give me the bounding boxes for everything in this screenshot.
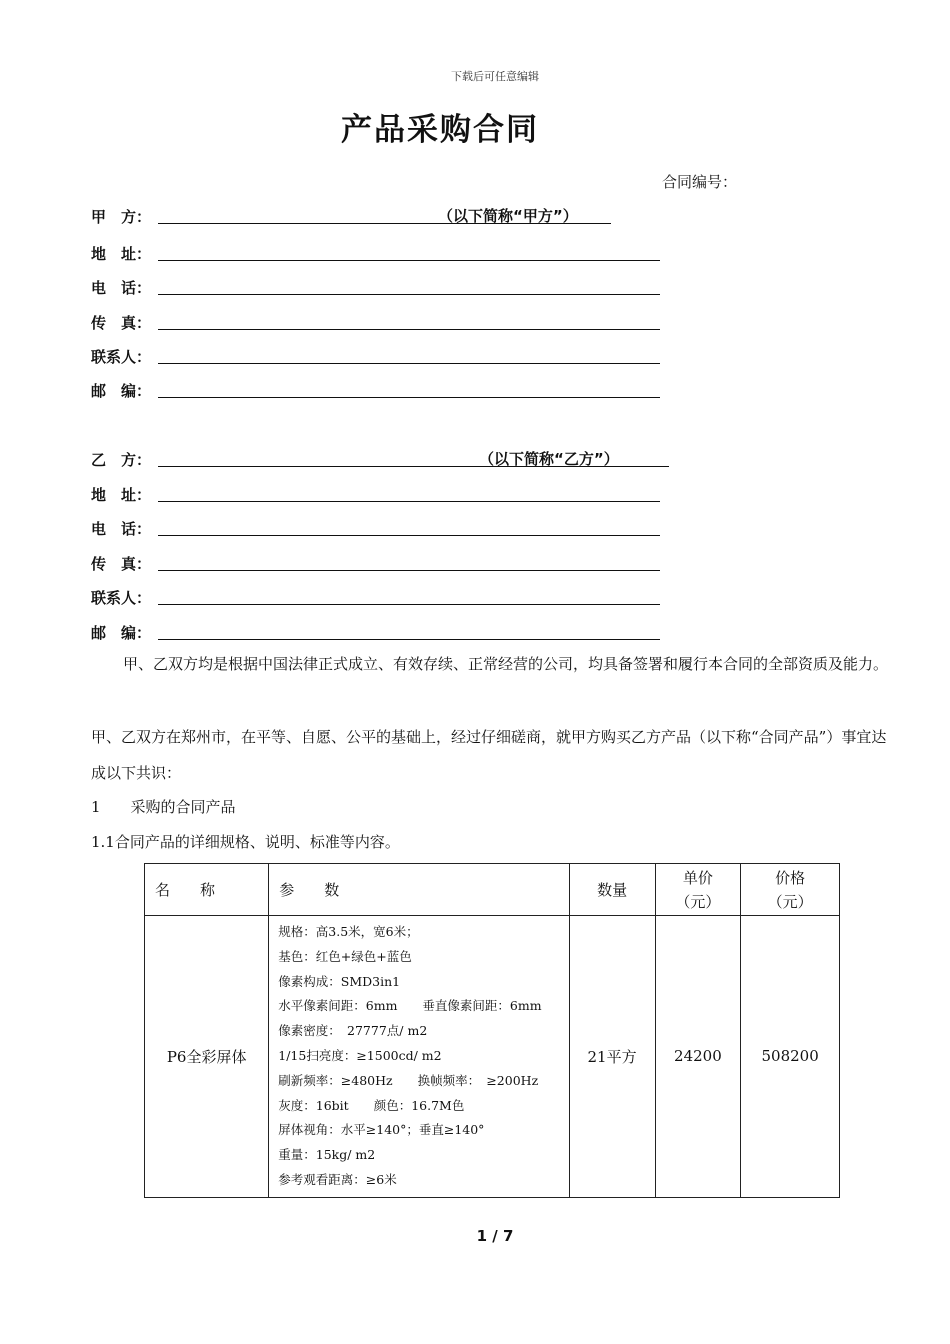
- party-a-contact-field[interactable]: [91, 343, 671, 367]
- party-a-postcode-line: [158, 397, 660, 398]
- header-params: 参 数: [269, 864, 569, 916]
- header-unit-price-line1: 单价: [682, 868, 713, 887]
- party-b-contact-label: 联系人：: [91, 589, 152, 607]
- party-b-postcode-label: 邮 编：: [91, 624, 152, 642]
- party-a-contact-label: 联系人：: [91, 348, 152, 366]
- party-b-phone-label: 电 话：: [91, 520, 152, 538]
- party-a-address-label: 地 址：: [91, 245, 152, 263]
- party-b-contact-field[interactable]: [91, 584, 671, 608]
- cell-unit-price: 24200: [655, 916, 741, 1198]
- param-line: 规格：高3.5米，宽6米；: [278, 924, 419, 939]
- table-row: [145, 916, 840, 1198]
- party-b-label: 乙 方：: [91, 451, 152, 469]
- party-b-fax-field[interactable]: [91, 550, 671, 574]
- party-b-address-line: [158, 501, 660, 502]
- param-line: 像素构成：SMD3in1: [278, 973, 401, 989]
- cell-quantity: 21平方: [569, 916, 655, 1198]
- party-b-fax-line: [158, 570, 660, 571]
- cell-product-name: P6全彩屏体: [145, 916, 269, 1198]
- product-table: [144, 863, 840, 1198]
- param-line: 参考观看距离：≥6米: [278, 1171, 397, 1187]
- party-b-contact-line: [158, 604, 660, 605]
- header-price: [741, 864, 840, 916]
- party-a-note: （以下简称“甲方”）: [438, 207, 578, 225]
- party-b-field[interactable]: [91, 446, 671, 470]
- param-line: 基色：红色+绿色+蓝色: [278, 948, 412, 964]
- party-a-phone-line: [158, 294, 660, 295]
- param-line: 刷新频率：≥480Hz 换帧频率： ≥200Hz: [278, 1072, 539, 1088]
- party-b-fax-label: 传 真：: [91, 555, 152, 573]
- party-a-contact-line: [158, 363, 660, 364]
- party-a-fax-label: 传 真：: [91, 314, 152, 332]
- party-a-address-line: [158, 260, 660, 261]
- paragraph-agreement: 甲、乙双方在郑州市，在平等、自愿、公平的基础上，经过仔细磋商，就甲方购买乙方产品（以下称“合同产品”）事宜达成以下共识：: [91, 728, 887, 782]
- party-a-fax-field[interactable]: [91, 309, 671, 333]
- page-number: 1 / 7: [476, 1227, 514, 1245]
- party-a-phone-field[interactable]: [91, 274, 671, 298]
- party-b-phone-field[interactable]: [91, 515, 671, 539]
- header-quantity: 数量: [569, 864, 655, 916]
- param-line: 重量：15kg/ m2: [278, 1147, 376, 1163]
- cell-price: 508200: [741, 916, 840, 1198]
- party-b-postcode-line: [158, 639, 660, 640]
- party-b-postcode-field[interactable]: [91, 619, 671, 643]
- party-b-phone-line: [158, 535, 660, 536]
- param-line: 像素密度： 27777点/ m2: [278, 1023, 428, 1039]
- header-unit-price-line2: （元）: [675, 892, 721, 911]
- section-heading-1: 1 采购的合同产品: [91, 798, 236, 816]
- party-a-postcode-label: 邮 编：: [91, 382, 152, 400]
- header-unit-price: [655, 864, 741, 916]
- table-header-row: [145, 864, 840, 916]
- cell-product-params: [269, 916, 569, 1198]
- param-line: 水平像素间距：6mm 垂直像素间距：6mm: [278, 998, 542, 1014]
- header-price-line1: 价格: [775, 868, 806, 887]
- param-line: 1/15扫亮度：≥1500cd/ m2: [278, 1047, 442, 1063]
- paragraph-qualification: 甲、乙双方均是根据中国法律正式成立、有效存续、正常经营的公司，均具备签署和履行本合同的全部资质及能力。: [123, 655, 889, 673]
- page-title: 产品采购合同: [341, 112, 539, 148]
- party-a-label: 甲 方：: [91, 208, 152, 226]
- party-a-field[interactable]: [91, 203, 671, 227]
- party-a-fax-line: [158, 329, 660, 330]
- party-a-phone-label: 电 话：: [91, 279, 152, 297]
- contract-number-label: 合同编号：: [662, 173, 738, 191]
- party-a-postcode-field[interactable]: [91, 377, 671, 401]
- party-b-address-label: 地 址：: [91, 486, 152, 504]
- header-name: 名 称: [145, 864, 269, 916]
- party-b-note: （以下简称“乙方”）: [479, 450, 619, 468]
- section-heading-1-1: 1.1合同产品的详细规格、说明、标准等内容。: [91, 833, 400, 851]
- header-price-line2: （元）: [767, 892, 813, 911]
- param-line: 灰度：16bit 颜色：16.7M色: [278, 1097, 465, 1113]
- party-b-address-field[interactable]: [91, 481, 671, 505]
- top-note: 下载后可任意编辑: [451, 70, 539, 83]
- party-a-address-field[interactable]: [91, 240, 671, 264]
- param-line: 屏体视角：水平≥140°；垂直≥140°: [278, 1122, 485, 1138]
